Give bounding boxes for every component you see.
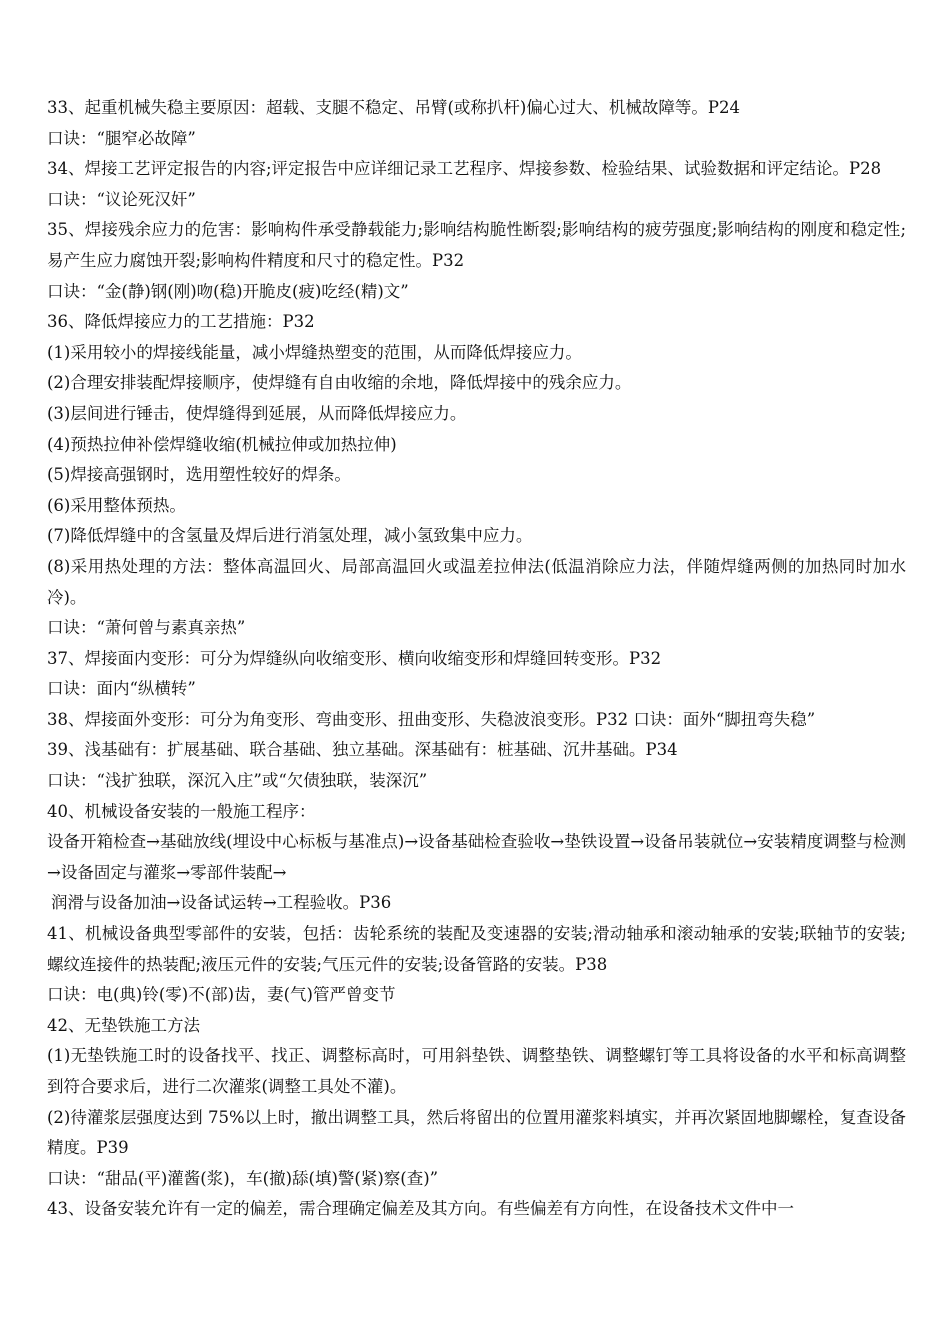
item-40-heading: 40、机械设备安装的一般施工程序：: [47, 801, 316, 821]
item-43-text: 43、设备安装允许有一定的偏差，需合理确定偏差及其方向。有些偏差有方向性，在设备技术文件中一: [47, 1199, 794, 1219]
item-42-step-1: (1)无垫铁施工时的设备找平、找正、调整标高时，可用斜垫铁、调整垫铁、调整螺钉等工具将设备的水平和标高调整到符合要求后，进行二次灌浆(调整工具处不灌)。: [47, 1046, 906, 1096]
item-40-procedure-cont: 润滑与设备加油→设备试运转→工程验收。P36: [51, 893, 392, 913]
item-34-text: 34、焊接工艺评定报告的内容;评定报告中应详细记录工艺程序、焊接参数、检验结果、试验数据和评定结论。P28: [47, 159, 882, 179]
item-42-heading: 42、无垫铁施工方法: [47, 1015, 200, 1035]
item-36-step-4: (4)预热拉伸补偿焊缝收缩(机械拉伸或加热拉伸): [47, 434, 397, 454]
mnemonic-33: 口诀：“腿窄必故障”: [47, 128, 196, 148]
item-35-text: 35、焊接残余应力的危害：影响构件承受静载能力;影响结构脆性断裂;影响结构的疲劳强度;影响结构的刚度和稳定性;易产生应力腐蚀开裂;影响构件精度和尺寸的稳定性。P32: [47, 220, 906, 270]
item-33-text: 33、起重机械失稳主要原因：超载、支腿不稳定、吊臂(或称扒杆)偏心过大、机械故障等。P24: [47, 98, 740, 117]
item-40-procedure: 设备开箱检查→基础放线(埋设中心标板与基准点)→设备基础检查验收→垫铁设置→设备吊装就位→安装精度调整与检测→设备固定与灌浆→零部件装配→: [47, 832, 906, 882]
mnemonic-41: 口诀：电(典)铃(零)不(部)齿，妻(气)管严曾变节: [47, 985, 396, 1005]
item-36-heading: 36、降低焊接应力的工艺措施：P32: [47, 312, 315, 332]
item-36-step-6: (6)采用整体预热。: [47, 495, 186, 515]
document-body: [47, 93, 906, 1225]
item-36-step-3: (3)层间进行锤击，使焊缝得到延展，从而降低焊接应力。: [47, 403, 467, 423]
mnemonic-34: 口诀：“议论死汉奸”: [47, 189, 196, 209]
item-36-step-1: (1)采用较小的焊接线能量，减小焊缝热塑变的范围，从而降低焊接应力。: [47, 342, 582, 362]
item-36-step-7: (7)降低焊缝中的含氢量及焊后进行消氢处理，减小氢致集中应力。: [47, 526, 533, 546]
mnemonic-37: 口诀：面内“纵横转”: [47, 679, 196, 699]
item-37-text: 37、焊接面内变形：可分为焊缝纵向收缩变形、横向收缩变形和焊缝回转变形。P32: [47, 648, 662, 668]
item-38-text: 38、焊接面外变形：可分为角变形、弯曲变形、扭曲变形、失稳波浪变形。P32 口诀：面外“脚扭弯失稳”: [47, 709, 816, 729]
item-39-text: 39、浅基础有：扩展基础、联合基础、独立基础。深基础有：桩基础、沉井基础。P34: [47, 740, 678, 760]
item-42-step-2: (2)待灌浆层强度达到 75%以上时，撤出调整工具，然后将留出的位置用灌浆料填实，并再次紧固地脚螺栓，复查设备精度。P39: [47, 1107, 906, 1158]
item-41-text: 41、机械设备典型零部件的安装，包括：齿轮系统的装配及变速器的安装;滑动轴承和滚动轴承的安装;联轴节的安装;螺纹连接件的热装配;液压元件的安装;气压元件的安装;设备管路的安装。P38: [47, 924, 906, 974]
item-36-step-5: (5)焊接高强钢时，选用塑性较好的焊条。: [47, 465, 351, 485]
mnemonic-35: 口诀：“金(静)钢(刚)吻(稳)开脆皮(疲)吃经(精)文”: [47, 281, 409, 301]
mnemonic-42: 口诀：“甜品(平)灌酱(浆)，车(撤)舔(填)警(紧)察(查)”: [47, 1168, 439, 1188]
mnemonic-36: 口诀：“萧何曾与素真亲热”: [47, 618, 246, 638]
item-36-step-2: (2)合理安排装配焊接顺序，使焊缝有自由收缩的余地，降低焊接中的残余应力。: [47, 373, 632, 393]
item-36-step-8: (8)采用热处理的方法：整体高温回火、局部高温回火或温差拉伸法(低温消除应力法，伴随焊缝两侧的加热同时加水冷)。: [47, 556, 906, 607]
mnemonic-39: 口诀：“浅扩独联，深沉入庄”或“欠债独联，装深沉”: [47, 771, 428, 791]
